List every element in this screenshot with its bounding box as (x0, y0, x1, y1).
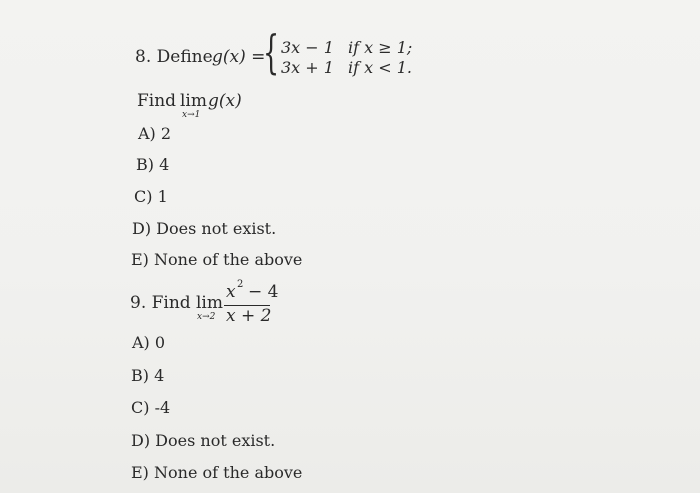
option-letter: E) (131, 463, 149, 482)
fraction-numerator-exponent: 2 (237, 279, 244, 290)
option-text: 4 (159, 155, 170, 174)
case-1-condition: if x ≥ 1; (348, 38, 413, 57)
option-text: None of the above (154, 250, 303, 269)
piecewise-brace: { (263, 25, 280, 79)
question-8-number: 8. Define (135, 47, 213, 67)
option-letter: A) (132, 333, 150, 352)
question-8-option-c (134, 187, 168, 206)
fraction-numerator-base: x (226, 282, 236, 302)
option-letter: A) (138, 124, 156, 143)
question-8-lim-subscript: x→1 (182, 110, 201, 120)
option-letter: B) (136, 155, 154, 174)
option-text: 2 (160, 124, 172, 143)
option-letter: D) (131, 431, 151, 450)
option-text: Does not exist. (155, 431, 276, 450)
question-9-option-b (131, 366, 164, 385)
option-letter: B) (131, 366, 149, 385)
question-9-number: 9. Find (130, 293, 191, 313)
question-8-option-b (136, 155, 169, 174)
fraction-denominator: x + 2 (226, 306, 272, 326)
option-letter: D) (132, 219, 152, 238)
question-8-option-d (132, 219, 276, 238)
question-9-lim-subscript: x→2 (197, 312, 216, 322)
question-9-option-a (132, 333, 165, 352)
question-9-option-c (131, 398, 170, 417)
question-8-lim-function: g(x) (208, 91, 242, 111)
option-text: 4 (154, 366, 165, 385)
option-text: Does not exist. (156, 219, 277, 238)
question-8-lim: lim (180, 91, 207, 111)
option-text: None of the above (154, 463, 303, 482)
question-8-option-e (131, 250, 302, 269)
question-8-function: g(x) = (212, 47, 266, 67)
question-9-lim: lim (196, 293, 223, 313)
question-8-option-a (138, 124, 171, 143)
question-9-option-e (131, 463, 302, 482)
option-text: -4 (154, 398, 171, 417)
option-text: 1 (157, 187, 168, 206)
option-letter: C) (131, 398, 150, 417)
option-letter: E) (131, 250, 149, 269)
case-2-expression: 3x + 1 (281, 58, 334, 77)
case-1-expression: 3x − 1 (281, 38, 334, 57)
case-2-condition: if x < 1. (348, 58, 412, 77)
question-9-option-d (131, 431, 275, 450)
option-letter: C) (134, 187, 153, 206)
fraction-numerator-rest: − 4 (248, 282, 279, 302)
option-text: 0 (154, 333, 166, 352)
question-8-prompt: Find (137, 91, 177, 111)
